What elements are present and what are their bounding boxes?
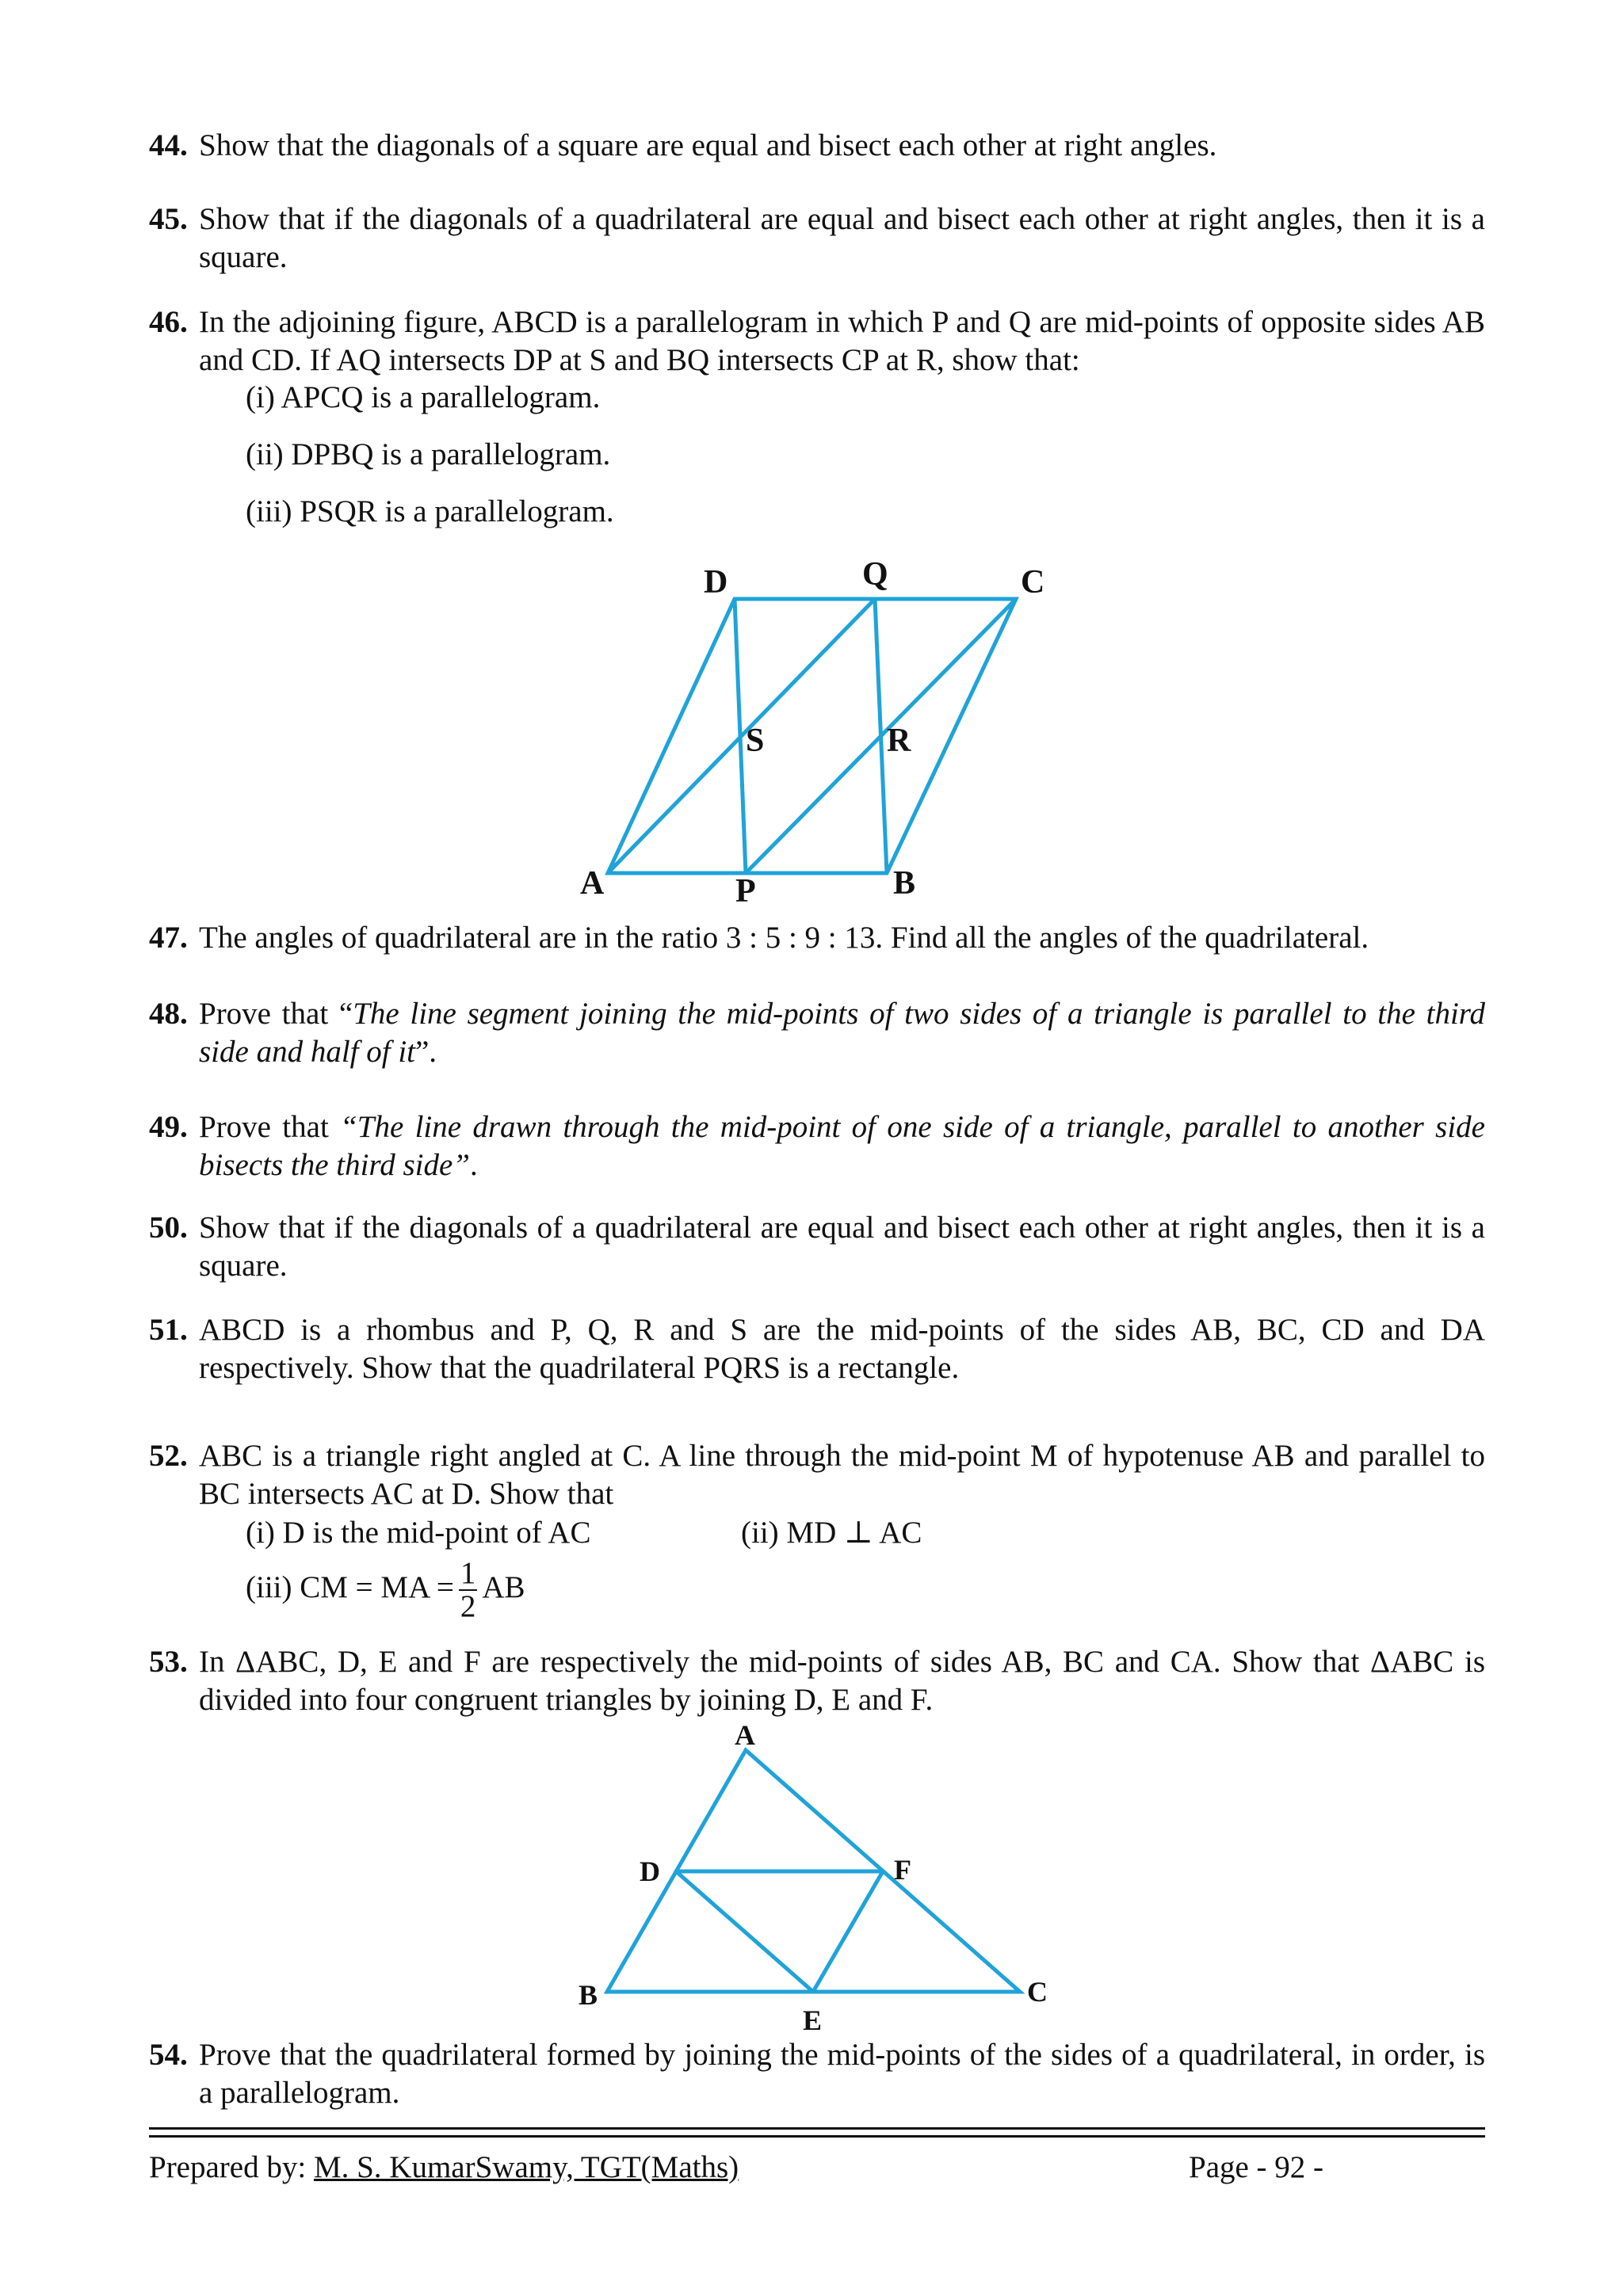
question-47 xyxy=(149,919,1485,957)
question-number: 53. xyxy=(149,1645,188,1679)
question-46-part-1: (i) APCQ is a parallelogram. xyxy=(246,380,601,414)
label-r: R xyxy=(887,723,911,759)
label-b: B xyxy=(579,1979,598,2011)
triangle-lines xyxy=(607,1750,1020,1992)
question-text: Prove that the quadrilateral formed by joining the mid-points of the sides of a quadrilateral, in order, is a parallelogram. xyxy=(199,2038,1485,2110)
triangle-figure xyxy=(571,1718,1078,2035)
footer-author: M. S. KumarSwamy, TGT(Maths) xyxy=(313,2150,739,2184)
fraction-one-half: $\frac{1}{2}$ xyxy=(460,1556,476,1623)
question-46 xyxy=(149,303,1485,379)
question-46-part-2: (ii) DPBQ is a parallelogram. xyxy=(246,437,611,471)
question-50 xyxy=(149,1209,1485,1285)
label-e: E xyxy=(803,2004,823,2035)
question-text: Prove that “The line drawn through the mid-point of one side of a triangle, parallel to another side bisects the third side”. xyxy=(199,1110,1485,1182)
question-text: ABCD is a rhombus and P, Q, R and S are the mid-points of the sides AB, BC, CD and DA respectively. Show that the quadrilateral PQRS is a rectangle. xyxy=(199,1313,1485,1385)
label-p: P xyxy=(735,873,756,910)
question-number: 50. xyxy=(149,1211,188,1245)
footer-page-number: Page - 92 - xyxy=(1189,2150,1324,2184)
segment-fe xyxy=(813,1871,883,1992)
label-c: C xyxy=(1027,1976,1048,2008)
label-f: F xyxy=(894,1854,911,1886)
segment-de xyxy=(676,1871,813,1992)
segment-aq xyxy=(608,599,875,873)
question-text: Prove that “The line segment joining the mid-points of two sides of a triangle is parallel to the third side and half of it”. xyxy=(199,997,1486,1069)
footer-prepared-label: Prepared by: xyxy=(149,2150,307,2184)
question-52-part-3: (iii) CM = MA = $\frac{1}{2}$ AB xyxy=(246,1556,525,1623)
question-text: Show that the diagonals of a square are equal and bisect each other at right angles. xyxy=(199,128,1217,162)
parallelogram-lines xyxy=(608,599,1016,873)
question-54 xyxy=(149,2036,1485,2112)
question-number: 51. xyxy=(149,1313,188,1347)
question-52 xyxy=(149,1437,1485,1513)
label-s: S xyxy=(746,723,765,759)
question-48 xyxy=(149,995,1485,1071)
question-number: 46. xyxy=(149,305,188,339)
question-52-part-1: (i) D is the mid-point of AC xyxy=(246,1516,591,1550)
question-46-part-3: (iii) PSQR is a parallelogram. xyxy=(246,494,614,528)
question-text: ABC is a triangle right angled at C. A line through the mid-point M of hypotenuse AB and parallel to BC intersects AC at D. Show that xyxy=(199,1439,1485,1511)
label-b: B xyxy=(893,865,916,902)
label-q: Q xyxy=(862,556,888,593)
question-text: Show that if the diagonals of a quadrilateral are equal and bisect each other at right angles, then it is a square. xyxy=(199,1211,1485,1283)
question-number: 52. xyxy=(149,1439,188,1473)
parallelogram-figure xyxy=(571,547,1078,919)
parallelogram-abcd xyxy=(608,599,1016,873)
question-number: 54. xyxy=(149,2038,188,2072)
question-number: 49. xyxy=(149,1110,188,1144)
question-number: 45. xyxy=(149,202,188,236)
label-a: A xyxy=(735,1719,755,1751)
question-number: 47. xyxy=(149,921,188,955)
label-d: D xyxy=(640,1855,660,1887)
segment-pc xyxy=(746,599,1016,873)
question-number: 48. xyxy=(149,997,188,1031)
footer-prepared xyxy=(149,2149,739,2187)
question-number: 44. xyxy=(149,128,188,162)
question-text: In ΔABC, D, E and F are respectively the mid-points of sides AB, BC and CA. Show that ΔABC is divided into four congruent triangles by joining D, E and F. xyxy=(199,1645,1485,1717)
footer-rule xyxy=(149,2135,1485,2138)
question-51 xyxy=(149,1311,1485,1387)
question-53 xyxy=(149,1643,1485,1719)
question-49 xyxy=(149,1108,1485,1184)
label-c: C xyxy=(1021,564,1045,601)
label-d: D xyxy=(704,564,728,601)
question-text: The angles of quadrilateral are in the ratio 3 : 5 : 9 : 13. Find all the angles of the quadrilateral. xyxy=(199,921,1369,955)
question-52-part-2: (ii) MD ⊥ AC xyxy=(741,1516,922,1550)
question-text: In the adjoining figure, ABCD is a parallelogram in which P and Q are mid-points of opposite sides AB and CD. If AQ intersects DP at S and BQ intersects CP at R, show that: xyxy=(199,305,1485,377)
footer-rule xyxy=(149,2127,1485,2130)
question-44 xyxy=(149,127,1485,165)
question-text: Show that if the diagonals of a quadrilateral are equal and bisect each other at right angles, then it is a square. xyxy=(199,202,1485,274)
label-a: A xyxy=(580,865,605,902)
question-45 xyxy=(149,200,1485,277)
